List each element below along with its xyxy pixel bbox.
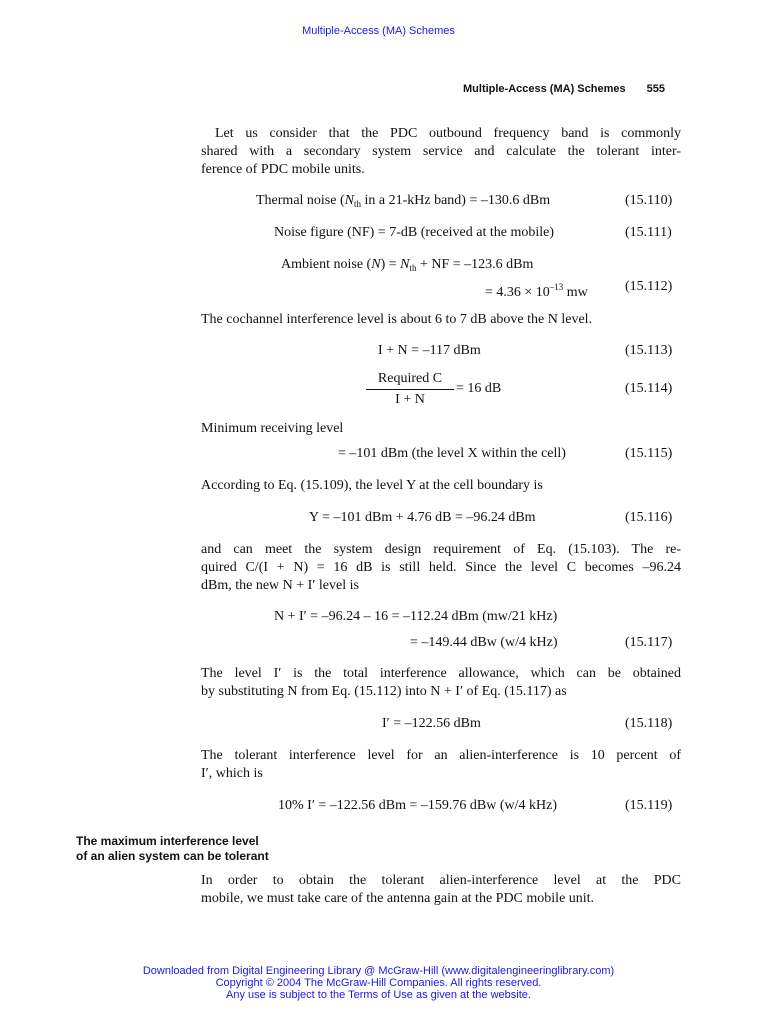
equation-number: (15.115) — [625, 446, 673, 461]
fraction-denominator: I + N — [395, 392, 425, 407]
eq-text: in a 21-kHz band) = –130.6 dBm — [361, 193, 551, 208]
eq-var: N — [371, 257, 381, 272]
equation-n-plus-i: N + I′ = –96.24 – 16 = –112.24 dBm (mw/21 kHz) — [274, 609, 558, 624]
page-number: 555 — [646, 83, 665, 95]
equation-i-plus-n: I + N = –117 dBm — [378, 343, 481, 358]
eq-text: + NF = –123.6 dBm — [416, 257, 534, 272]
text-line: According to Eq. (15.109), the level Y at the cell boundary is — [201, 478, 543, 493]
text-line: In order to obtain the tolerant alien-interference level at the PDC — [201, 873, 681, 888]
equation-fraction — [366, 370, 454, 409]
text-line: mobile, we must take care of the antenna gain at the PDC mobile unit. — [201, 891, 595, 906]
equation-number: (15.119) — [625, 798, 673, 813]
eq-text: mw — [563, 285, 588, 300]
running-head-title: Multiple-Access (MA) Schemes — [463, 83, 626, 95]
fraction-numerator: Required C — [366, 370, 454, 390]
equation-n-plus-i-line2: = –149.44 dBw (w/4 kHz) — [410, 635, 558, 650]
text-line: shared with a secondary system service and calculate the tolerant inter- — [201, 144, 681, 159]
side-heading — [76, 834, 269, 864]
running-head — [463, 83, 665, 95]
text-line: and can meet the system design requirement of Eq. (15.103). The re- — [201, 542, 681, 557]
text-line: dBm, the new N + I′ level is — [201, 578, 359, 593]
equation-i-prime: I′ = –122.56 dBm — [382, 716, 481, 731]
equation-ten-percent: 10% I′ = –122.56 dBm = –159.76 dBw (w/4 kHz) — [278, 798, 558, 813]
eq-text: = 4.36 × 10 — [485, 285, 550, 300]
header-link[interactable]: Multiple-Access (MA) Schemes — [302, 25, 455, 37]
equation-number: (15.112) — [625, 279, 673, 294]
equation-ambient-noise-line2 — [485, 278, 588, 302]
paragraph-allowance — [201, 665, 681, 701]
paragraph-intro — [201, 125, 681, 179]
equation-ambient-noise — [281, 256, 533, 277]
footer-copyright: Copyright © 2004 The McGraw-Hill Companies. All rights reserved. — [215, 977, 542, 989]
text-line: Let us consider that the PDC outbound frequency band is commonly — [215, 126, 681, 141]
side-heading-line: The maximum interference level — [76, 834, 259, 848]
text-line: The level I′ is the total interference allowance, which can be obtained — [201, 666, 681, 681]
equation-min-level: = –101 dBm (the level X within the cell) — [338, 446, 566, 461]
eq-var: N — [400, 257, 410, 272]
paragraph-design — [201, 541, 681, 595]
footer — [0, 965, 757, 1001]
equation-number: (15.110) — [625, 193, 673, 208]
eq-sub: th — [409, 263, 417, 273]
footer-download-link[interactable]: Downloaded from Digital Engineering Library @ McGraw-Hill (www.digitalengineeringlibrary.com) — [142, 965, 615, 977]
paragraph-tolerant — [201, 747, 681, 783]
text-line: The tolerant interference level for an alien-interference is 10 percent of — [201, 748, 681, 763]
text-line: Minimum receiving level — [201, 421, 344, 436]
equation-number: (15.118) — [625, 716, 673, 731]
eq-text: ) = — [380, 257, 401, 272]
equation-rhs: = 16 dB — [456, 381, 502, 396]
side-heading-line: of an alien system can be tolerant — [76, 849, 269, 863]
eq-text: Ambient noise ( — [281, 257, 372, 272]
equation-number: (15.114) — [625, 381, 673, 396]
text-line: by substituting N from Eq. (15.112) into N + I′ of Eq. (15.117) as — [201, 684, 567, 699]
equation-number: (15.111) — [625, 225, 672, 240]
text-line: ference of PDC mobile units. — [201, 162, 365, 177]
equation-number: (15.117) — [625, 635, 673, 650]
eq-sub: th — [353, 199, 361, 209]
paragraph-antenna — [201, 872, 681, 908]
eq-var: N — [344, 193, 354, 208]
equation-cell-boundary: Y = –101 dBm + 4.76 dB = –96.24 dBm — [309, 510, 536, 525]
eq-text: Thermal noise ( — [256, 193, 345, 208]
paragraph-cochannel — [201, 311, 681, 329]
eq-sup: –13 — [549, 282, 564, 292]
equation-number: (15.113) — [625, 343, 673, 358]
equation-number: (15.116) — [625, 510, 673, 525]
paragraph-according — [201, 477, 681, 495]
footer-terms-link[interactable]: Any use is subject to the Terms of Use as given at the website. — [226, 989, 531, 1001]
equation-thermal-noise — [256, 192, 550, 213]
text-line: quired C/(I + N) = 16 dB is still held. Since the level C becomes –96.24 — [201, 560, 681, 575]
paragraph-min-level — [201, 420, 681, 438]
text-line: I′, which is — [201, 766, 263, 781]
text-line: The cochannel interference level is about 6 to 7 dB above the N level. — [201, 312, 593, 327]
equation-noise-figure: Noise figure (NF) = 7-dB (received at the mobile) — [274, 225, 555, 240]
